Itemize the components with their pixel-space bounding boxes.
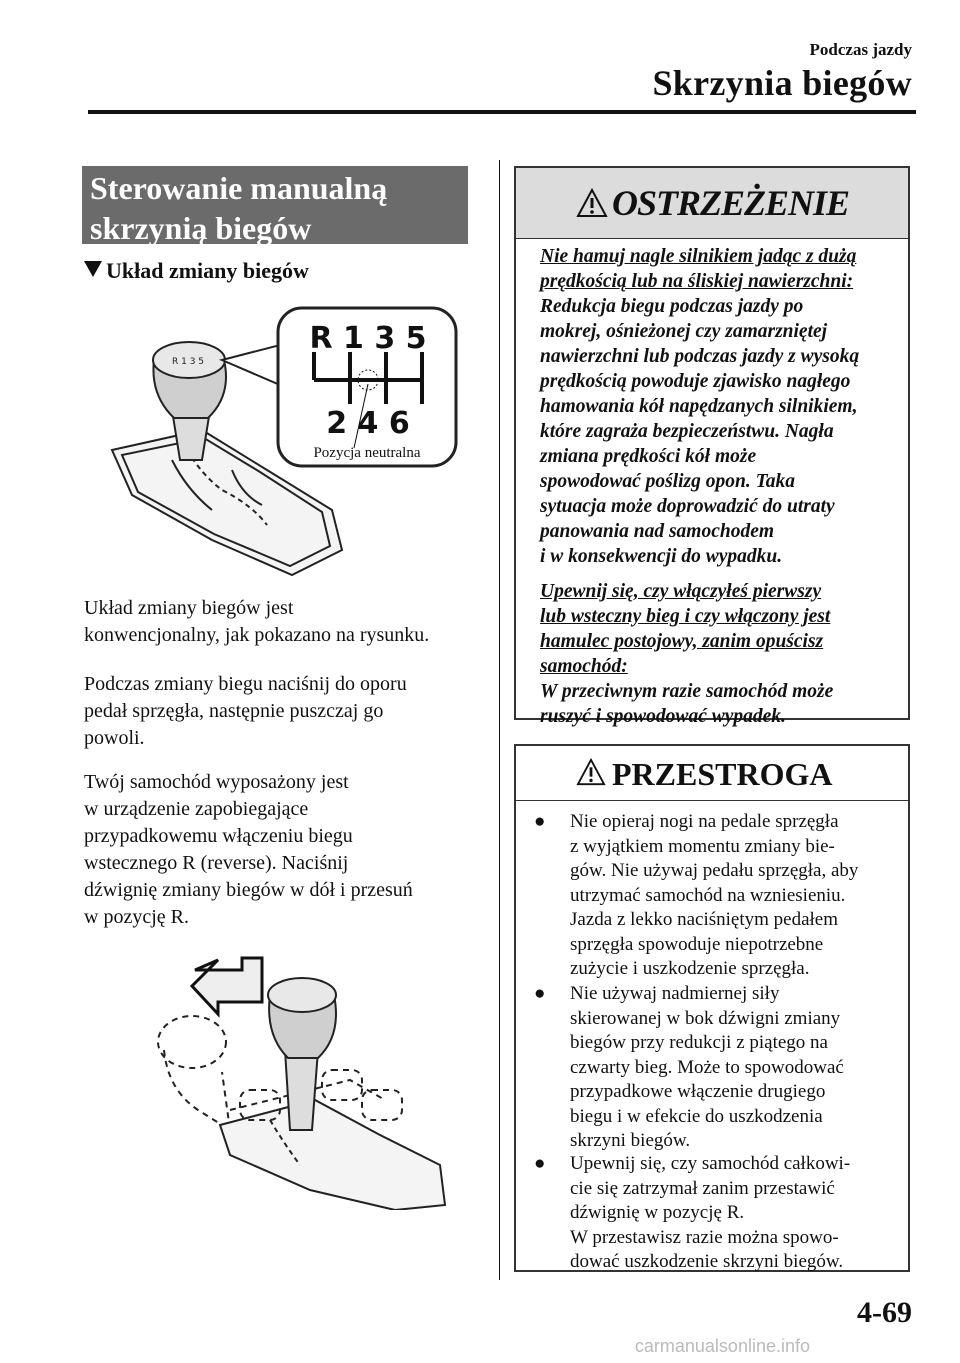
paragraph-2-line: pedał sprzęgła, następnie puszczaj go [84,700,384,722]
warning-text-line: zmiana prędkości kół może [540,446,757,467]
paragraph-2-line: Podczas zmiany biegu naciśnij do oporu [84,673,407,695]
caution-text-line: Jazda z lekko naciśniętym pedałem [570,909,839,930]
caution-text-line: skierowanej w bok dźwigni zmiany [570,1007,841,1029]
paragraph-3-line: Twój samochód wyposażony jest [84,771,349,793]
shift-boot-drawing [220,1100,445,1210]
neutral-position-caption: Pozycja neutralna [313,445,421,461]
paragraph-1-line: konwencjonalny, jak pokazano na rysunku. [84,624,430,646]
section-title-line-2: skrzynią biegów [90,210,312,246]
gear-shifter-illustration [92,300,472,585]
warning-text-line: W przeciwnym razie samochód może [540,681,834,702]
paragraph-1 [84,595,484,649]
gear-pattern-bottom-label: 2 4 6 [326,406,410,441]
caution-text-line: sprzęgła spowoduje niepotrzebne [570,933,824,955]
bullet-dot-icon: ● [534,1153,546,1174]
header-rule [88,110,916,114]
caution-text-line: z wyjątkiem momentu zmiany bie- [570,835,835,857]
warning-text-line: sytuacja może doprowadzić do utraty [540,496,835,517]
caution-header [516,746,908,801]
caution-text-line: czwarty bieg. Może to spowodować [570,1056,844,1078]
caution-text-line: utrzymać samochód na wzniesieniu. [570,884,846,906]
caution-text-line: dować uszkodzenie skrzyni biegów. [570,1251,844,1272]
warning-title: OSTRZEŻENIE [612,183,850,223]
warning-emphasis-line: prędkością lub na śliskiej nawierzchni: [540,271,854,292]
caution-title: PRZESTROGA [612,756,833,792]
bullet-dot-icon: ● [534,983,546,1004]
warning-text-line: mokrej, ośnieżonej czy zamarzniętej [540,321,828,342]
warning-text-line: spowodować poślizg opon. Taka [540,471,795,492]
warning-text-line: ruszyć i spowodować wypadek. [540,706,786,727]
warning-text-line: panowania nad samochodem [540,521,775,542]
caution-text-line: skrzyni biegów. [570,1130,691,1151]
caution-text-line: Nie opieraj nogi na pedale sprzęgła [570,811,839,832]
caution-text-line: Nie używaj nadmiernej siły [570,983,780,1004]
caution-text-line: cie się zatrzymał zanim przestawić [570,1177,835,1199]
warning-text-line: i w konsekwencji do wypadku. [540,546,783,567]
running-header-chapter: Skrzynia biegów [652,63,912,103]
paragraph-2-line: powoli. [84,727,145,749]
paragraph-3-line: w pozycję R. [84,906,189,928]
triangle-bullet-icon [84,261,102,277]
push-down-arrow-icon [192,958,262,1014]
paragraph-2 [84,671,484,752]
paragraph-3-line: wstecznego R (reverse). Naciśnij [84,852,349,874]
caution-text-line: W przestawisz razie można spowo- [570,1226,839,1248]
caution-text-line: biegu i w efekcie do uszkodzenia [570,1105,823,1127]
warning-text-line: które zagraża bezpieczeństwu. Nagła [540,421,834,442]
warning-header [516,168,908,239]
section-title-line-1: Sterowanie manualną [90,170,388,206]
section-title-box [82,166,468,244]
caution-triangle-icon [576,758,606,786]
column-divider [499,160,500,1280]
warning-body [540,244,910,729]
caution-text-line: dźwignię w pozycję R. [570,1202,745,1223]
caution-text-line: przypadkowe włączenie drugiego [570,1081,826,1102]
warning-emphasis-line: hamulec postojowy, zanim opuścisz [540,631,824,652]
page-number: 4-69 [857,1296,912,1329]
warning-text-line: Redukcja biegu podczas jazdy po [540,296,804,317]
paragraph-3-line: dźwignię zmiany biegów w dół i przesuń [84,879,413,901]
running-header-section: Podczas jazdy [809,40,912,59]
caution-box [514,744,910,1272]
warning-emphasis-line: samochód: [540,656,628,677]
caution-text-line: biegów przy redukcji z piątego na [570,1032,828,1053]
reverse-gear-illustration [150,950,470,1210]
caution-text-line: Upewnij się, czy samochód całkowi- [570,1153,851,1174]
paragraph-3 [84,769,484,931]
bullet-dot-icon: ● [534,811,546,832]
warning-emphasis-line: Upewnij się, czy włączyłeś pierwszy [540,581,822,602]
paragraph-3-line: przypadkowemu włączeniu biegu [84,825,353,847]
caution-text-line: gów. Nie używaj pedału sprzęgła, aby [570,860,859,881]
warning-box [514,166,910,727]
callout-pointer [222,345,280,385]
watermark: carmanualsonline.info [634,1336,810,1356]
warning-text-line: nawierzchni lub podczas jazdy z wysoką [540,346,860,367]
caution-text-line: zużycie i uszkodzenie sprzęgła. [570,958,810,979]
svg-text:R 1 3 5: R 1 3 5 [172,357,205,367]
warning-emphasis-line: lub wsteczny bieg i czy włączony jest [540,606,831,627]
subheading [84,258,309,284]
gear-pattern-top-label: R 1 3 5 [309,321,427,356]
paragraph-1-line: Układ zmiany biegów jest [84,597,294,619]
warning-text-line: hamowania kół napędzanych silnikiem, [540,396,858,417]
warning-emphasis-line: Nie hamuj nagle silnikiem jadąc z dużą [540,246,857,267]
paragraph-3-line: w urządzenie zapobiegające [84,798,309,820]
warning-text-line: prędkością powoduje zjawisko nagłego [540,371,851,392]
subheading-text: Układ zmiany biegów [106,258,309,283]
warning-triangle-icon [576,188,608,218]
